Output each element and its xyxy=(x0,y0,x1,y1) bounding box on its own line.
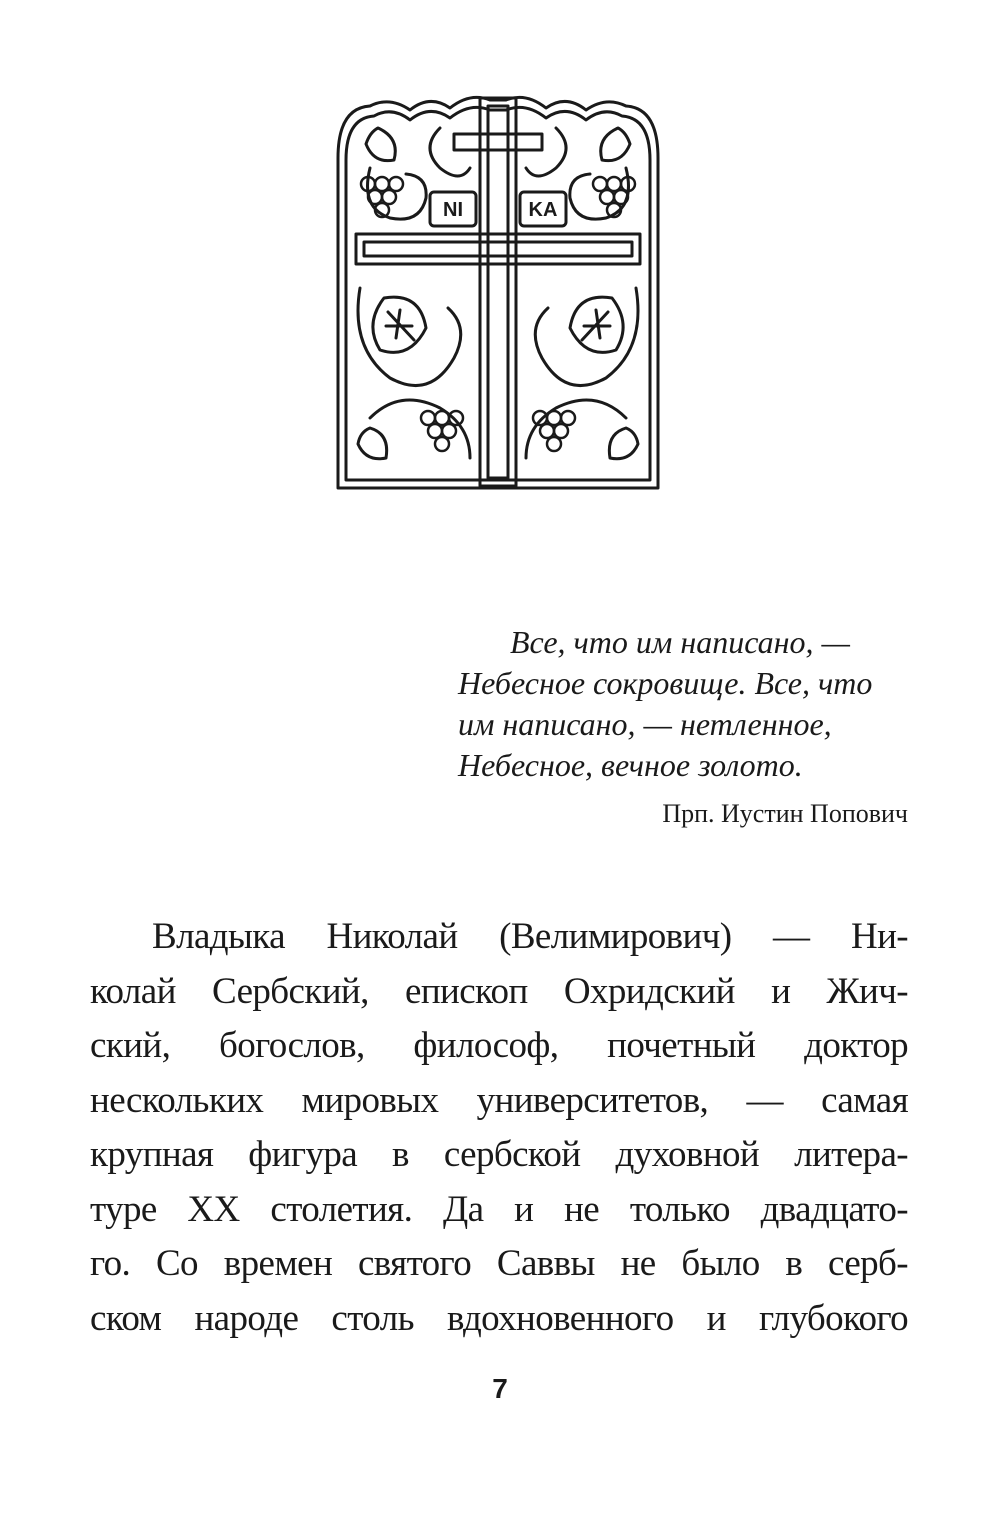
cross-ornament-icon xyxy=(330,88,666,494)
epigraph xyxy=(400,622,908,830)
ornament-right-label: KA xyxy=(528,199,558,221)
body-paragraph xyxy=(90,910,908,1346)
body-line: туре XX столетия. Да и не только двадцато- xyxy=(90,1188,908,1230)
body-line: Владыка Николай (Велимирович) — Ни- xyxy=(152,916,908,957)
epigraph-attribution: Прп. Иустин Попович xyxy=(662,799,908,828)
ornament-cross-vignette xyxy=(330,88,666,494)
epigraph-line: Небесное сокровище. Все, что xyxy=(458,665,873,701)
body-line: нескольких мировых университетов, — самая xyxy=(90,1079,908,1121)
epigraph-line: Небесное, вечное золото. xyxy=(458,747,803,783)
epigraph-line: Все, что им написано, — xyxy=(510,624,850,660)
body-line: ском народе столь вдохновенного и глубокого xyxy=(90,1297,908,1339)
ornament-left-label: NI xyxy=(443,199,463,221)
page-number: 7 xyxy=(492,1373,508,1404)
body-line: крупная фигура в сербской духовной литера- xyxy=(90,1134,908,1175)
body-line: ский, богослов, философ, почетный доктор xyxy=(90,1025,908,1066)
body-line: го. Со времен святого Саввы не было в серб- xyxy=(90,1243,908,1284)
epigraph-line: им написано, — нетленное, xyxy=(458,706,832,742)
body-line: колай Сербский, епископ Охридский и Жич- xyxy=(90,970,908,1012)
